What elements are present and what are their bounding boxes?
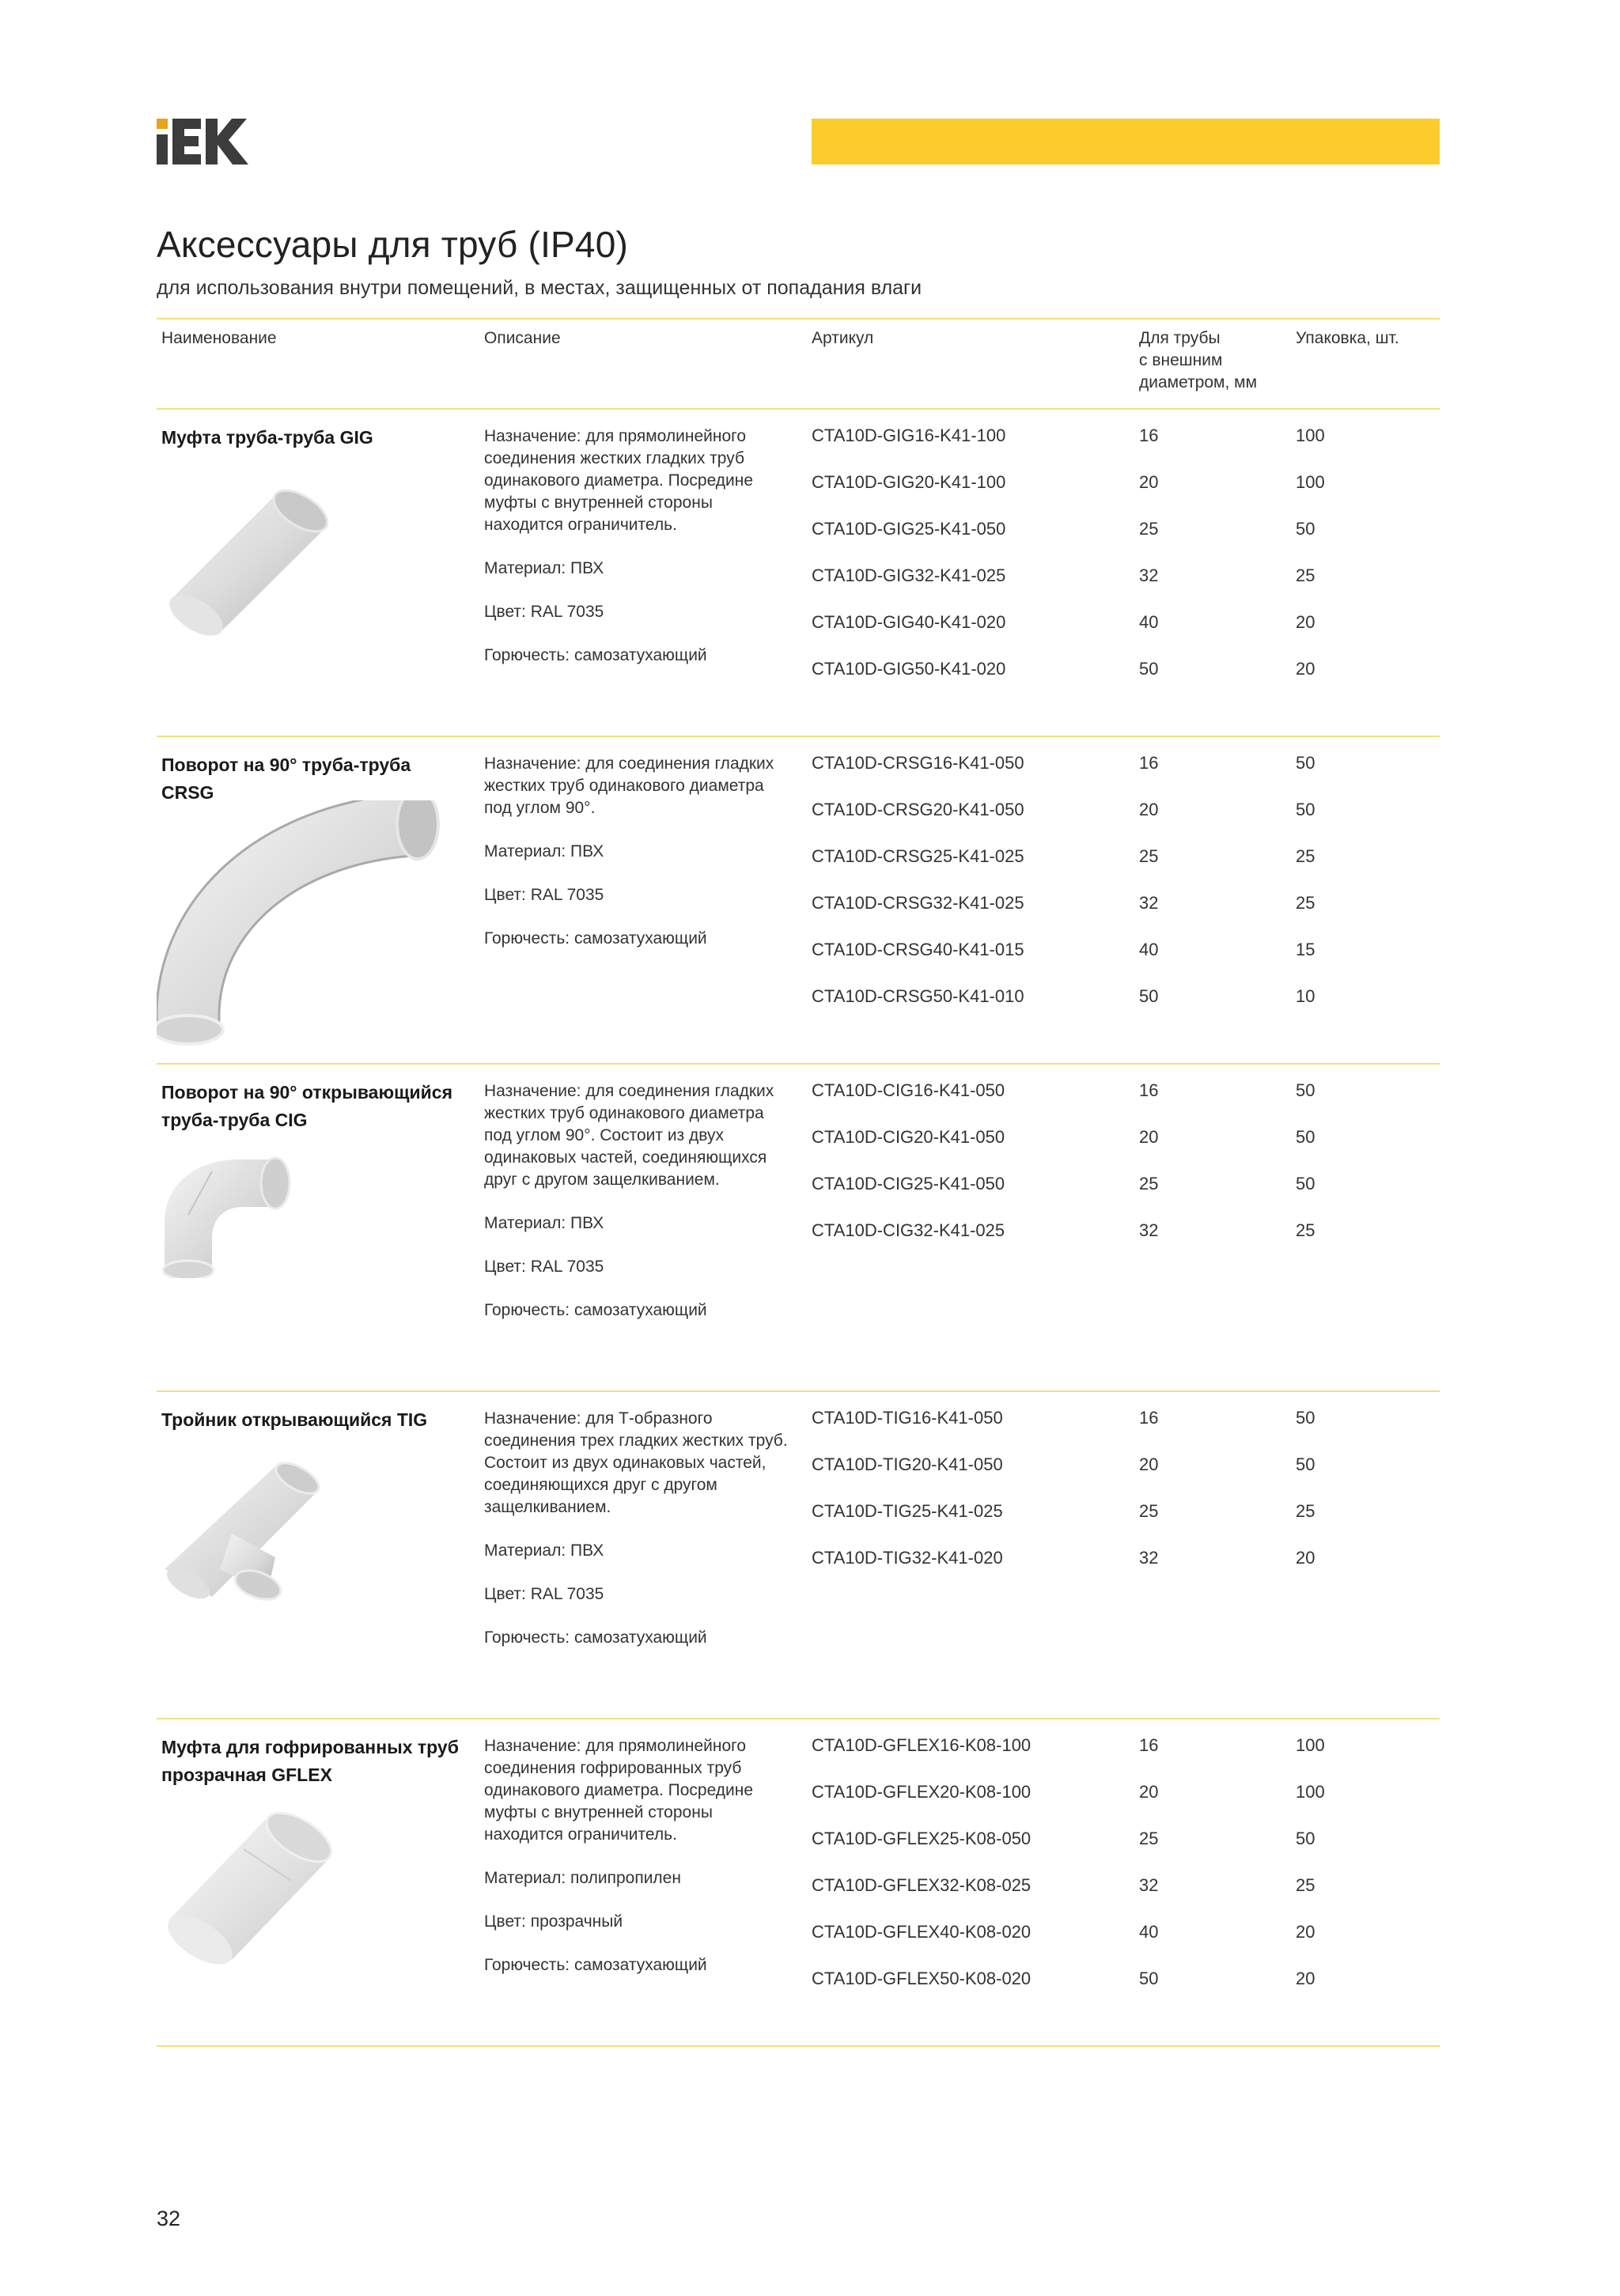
package-cell: 50 <box>1296 519 1315 539</box>
table-row <box>812 1546 1440 1593</box>
article-rows <box>812 1734 1440 2014</box>
article-cell: CTA10D-TIG25-K41-025 <box>812 1501 1003 1521</box>
product-name: Муфта для гофрированных труб прозрачная GFLEX <box>161 1737 459 1785</box>
package-cell: 100 <box>1296 426 1325 445</box>
page-title: Аксессуары для труб (IP40) <box>157 224 629 265</box>
article-cell: CTA10D-CIG20-K41-050 <box>812 1127 1005 1147</box>
product-name: Поворот на 90° труба-труба CRSG <box>161 755 411 803</box>
description-color: Цвет: прозрачный <box>484 1912 623 1931</box>
diameter-cell: 40 <box>1139 940 1159 959</box>
article-cell: CTA10D-GFLEX32-K08-025 <box>812 1875 1031 1895</box>
column-header-name: Наименование <box>161 329 277 347</box>
package-cell: 25 <box>1296 1501 1315 1521</box>
straight-coupling-image <box>157 481 346 643</box>
product-description <box>484 753 793 950</box>
description-purpose: Назначение: для соединения гладких жестких труб одинакового диаметра под углом 90°. Состоит из двух одинаковых частей, соединяющихся друг с другом защелкиванием. <box>484 1082 774 1189</box>
diameter-cell: 32 <box>1139 1548 1159 1568</box>
description-material: Материал: ПВХ <box>484 1541 604 1560</box>
description-color: Цвет: RAL 7035 <box>484 1258 604 1276</box>
package-cell: 50 <box>1296 1408 1315 1428</box>
article-cell: CTA10D-TIG20-K41-050 <box>812 1454 1003 1474</box>
article-cell: CTA10D-GFLEX50-K08-020 <box>812 1969 1031 1988</box>
diameter-cell: 20 <box>1139 1454 1159 1474</box>
diameter-cell: 25 <box>1139 1829 1159 1848</box>
diameter-cell: 25 <box>1139 519 1159 539</box>
product-section-cig <box>157 1065 1440 1392</box>
description-flammability: Горючесть: самозатухающий <box>484 1628 707 1647</box>
article-cell: CTA10D-CIG32-K41-025 <box>812 1220 1005 1240</box>
article-cell: CTA10D-CRSG50-K41-010 <box>812 986 1024 1006</box>
article-rows <box>812 1079 1440 1265</box>
page-subtitle: для использования внутри помещений, в местах, защищенных от попадания влаги <box>157 277 922 299</box>
diameter-cell: 20 <box>1139 1782 1159 1802</box>
table-row <box>812 424 1440 471</box>
package-cell: 25 <box>1296 565 1315 585</box>
table-row <box>812 657 1440 704</box>
table-row <box>812 891 1440 938</box>
diameter-cell: 20 <box>1139 800 1159 819</box>
diameter-cell: 16 <box>1139 1080 1159 1100</box>
description-flammability: Горючесть: самозатухающий <box>484 1956 707 1974</box>
column-header-package: Упаковка, шт. <box>1296 329 1399 347</box>
package-cell: 50 <box>1296 800 1315 819</box>
package-cell: 50 <box>1296 1127 1315 1147</box>
diameter-cell: 25 <box>1139 1501 1159 1521</box>
table-row <box>812 1500 1440 1546</box>
article-cell: CTA10D-GIG50-K41-020 <box>812 659 1006 679</box>
package-cell: 100 <box>1296 472 1325 492</box>
tee-image <box>157 1458 331 1613</box>
diameter-cell: 16 <box>1139 1408 1159 1428</box>
article-cell: CTA10D-CRSG16-K41-050 <box>812 753 1024 773</box>
product-description <box>484 1080 793 1322</box>
diameter-cell: 16 <box>1139 1735 1159 1755</box>
package-cell: 20 <box>1296 1548 1315 1568</box>
diameter-cell: 32 <box>1139 1220 1159 1240</box>
article-rows <box>812 1406 1440 1593</box>
product-section-tig <box>157 1392 1440 1719</box>
product-description <box>484 1408 793 1649</box>
bend-90-image <box>157 800 441 1057</box>
diameter-cell: 50 <box>1139 986 1159 1006</box>
table-row <box>812 471 1440 517</box>
diameter-cell: 40 <box>1139 612 1159 632</box>
table-row <box>812 1406 1440 1453</box>
package-cell: 100 <box>1296 1782 1325 1802</box>
table-row <box>812 1967 1440 2014</box>
description-material: Материал: ПВХ <box>484 1214 604 1232</box>
product-section-gig <box>157 410 1440 737</box>
diameter-cell: 32 <box>1139 565 1159 585</box>
description-color: Цвет: RAL 7035 <box>484 603 604 621</box>
article-cell: CTA10D-GFLEX25-K08-050 <box>812 1829 1031 1848</box>
diameter-cell: 16 <box>1139 426 1159 445</box>
page-number: 32 <box>157 2207 181 2230</box>
diameter-cell: 20 <box>1139 472 1159 492</box>
table-row <box>812 1219 1440 1265</box>
product-name: Поворот на 90° открывающийся труба-труба CIG <box>161 1082 452 1130</box>
article-cell: CTA10D-CRSG25-K41-025 <box>812 846 1024 866</box>
diameter-cell: 20 <box>1139 1127 1159 1147</box>
column-header-description: Описание <box>484 329 561 347</box>
article-cell: CTA10D-GIG20-K41-100 <box>812 472 1006 492</box>
diameter-cell: 50 <box>1139 659 1159 679</box>
article-cell: CTA10D-GFLEX40-K08-020 <box>812 1922 1031 1942</box>
table-row <box>812 1453 1440 1500</box>
description-material: Материал: ПВХ <box>484 559 604 577</box>
package-cell: 25 <box>1296 846 1315 866</box>
table-row <box>812 517 1440 564</box>
table-row <box>812 1734 1440 1780</box>
package-cell: 100 <box>1296 1735 1325 1755</box>
package-cell: 50 <box>1296 1080 1315 1100</box>
description-purpose: Назначение: для прямолинейного соединения жестких гладких труб одинакового диаметра. Посредине муфты с внутренней стороны находится ограничитель. <box>484 427 754 534</box>
product-section-crsg <box>157 737 1440 1065</box>
product-name: Муфта труба-труба GIG <box>161 427 373 448</box>
diameter-cell: 32 <box>1139 893 1159 913</box>
table-row <box>812 938 1440 985</box>
description-material: Материал: полипропилен <box>484 1869 681 1887</box>
corrugated-coupling-image <box>157 1802 346 1980</box>
header-accent-bar <box>812 119 1440 165</box>
description-purpose: Назначение: для Т-образного соединения трех гладких жестких труб. Состоит из двух одинаковых частей, соединяющихся друг с другом защелкиванием. <box>484 1409 788 1516</box>
table-row <box>812 798 1440 845</box>
table-top-rule <box>157 318 1440 320</box>
package-cell: 20 <box>1296 659 1315 679</box>
article-cell: CTA10D-CRSG40-K41-015 <box>812 940 1024 959</box>
article-cell: CTA10D-GIG40-K41-020 <box>812 612 1006 632</box>
package-cell: 20 <box>1296 1969 1315 1988</box>
product-section-gflex <box>157 1719 1440 2047</box>
article-rows <box>812 751 1440 1031</box>
article-cell: CTA10D-TIG32-K41-020 <box>812 1548 1003 1568</box>
article-cell: CTA10D-TIG16-K41-050 <box>812 1408 1003 1428</box>
table-row <box>812 1827 1440 1874</box>
diameter-cell: 50 <box>1139 1969 1159 1988</box>
table-row <box>812 1874 1440 1920</box>
article-cell: CTA10D-GFLEX20-K08-100 <box>812 1782 1031 1802</box>
package-cell: 50 <box>1296 1174 1315 1193</box>
article-cell: CTA10D-CRSG32-K41-025 <box>812 893 1024 913</box>
product-description <box>484 1735 793 1976</box>
article-cell: CTA10D-GIG16-K41-100 <box>812 426 1006 445</box>
column-header-article: Артикул <box>812 329 874 347</box>
product-name: Тройник открывающийся TIG <box>161 1409 428 1430</box>
diameter-cell: 32 <box>1139 1875 1159 1895</box>
article-cell: CTA10D-CIG25-K41-050 <box>812 1174 1005 1193</box>
table-row <box>812 611 1440 657</box>
package-cell: 20 <box>1296 612 1315 632</box>
package-cell: 20 <box>1296 1922 1315 1942</box>
description-color: Цвет: RAL 7035 <box>484 886 604 904</box>
package-cell: 25 <box>1296 893 1315 913</box>
package-cell: 15 <box>1296 940 1315 959</box>
description-color: Цвет: RAL 7035 <box>484 1585 604 1603</box>
description-purpose: Назначение: для соединения гладких жестких труб одинакового диаметра под углом 90°. <box>484 755 774 817</box>
article-cell: CTA10D-GIG25-K41-050 <box>812 519 1006 539</box>
package-cell: 50 <box>1296 1454 1315 1474</box>
table-row <box>812 845 1440 891</box>
diameter-cell: 25 <box>1139 846 1159 866</box>
article-rows <box>812 424 1440 704</box>
elbow-opening-image <box>157 1152 291 1282</box>
package-cell: 50 <box>1296 753 1315 773</box>
table-row <box>812 564 1440 611</box>
article-cell: CTA10D-GFLEX16-K08-100 <box>812 1735 1031 1755</box>
description-flammability: Горючесть: самозатухающий <box>484 1301 707 1319</box>
description-purpose: Назначение: для прямолинейного соединения гофрированных труб одинакового диаметра. Посредине муфты с внутренней стороны находится ограничитель. <box>484 1737 754 1844</box>
table-row <box>812 985 1440 1031</box>
article-cell: CTA10D-CIG16-K41-050 <box>812 1080 1005 1100</box>
diameter-cell: 40 <box>1139 1922 1159 1942</box>
package-cell: 10 <box>1296 986 1315 1006</box>
package-cell: 50 <box>1296 1829 1315 1848</box>
diameter-cell: 25 <box>1139 1174 1159 1193</box>
article-cell: CTA10D-CRSG20-K41-050 <box>812 800 1024 819</box>
description-flammability: Горючесть: самозатухающий <box>484 929 707 948</box>
description-material: Материал: ПВХ <box>484 842 604 861</box>
table-row <box>812 1125 1440 1172</box>
table-row <box>812 751 1440 798</box>
diameter-cell: 16 <box>1139 753 1159 773</box>
table-row <box>812 1780 1440 1827</box>
table-bottom-rule <box>157 2045 1440 2047</box>
package-cell: 25 <box>1296 1875 1315 1895</box>
package-cell: 25 <box>1296 1220 1315 1240</box>
iek-logo <box>157 119 248 165</box>
column-header-diameter: Для трубы с внешним диаметром, мм <box>1139 329 1258 391</box>
article-cell: CTA10D-GIG32-K41-025 <box>812 565 1006 585</box>
description-flammability: Горючесть: самозатухающий <box>484 646 707 664</box>
table-row <box>812 1172 1440 1219</box>
table-row <box>812 1920 1440 1967</box>
table-row <box>812 1079 1440 1125</box>
product-description <box>484 426 793 667</box>
